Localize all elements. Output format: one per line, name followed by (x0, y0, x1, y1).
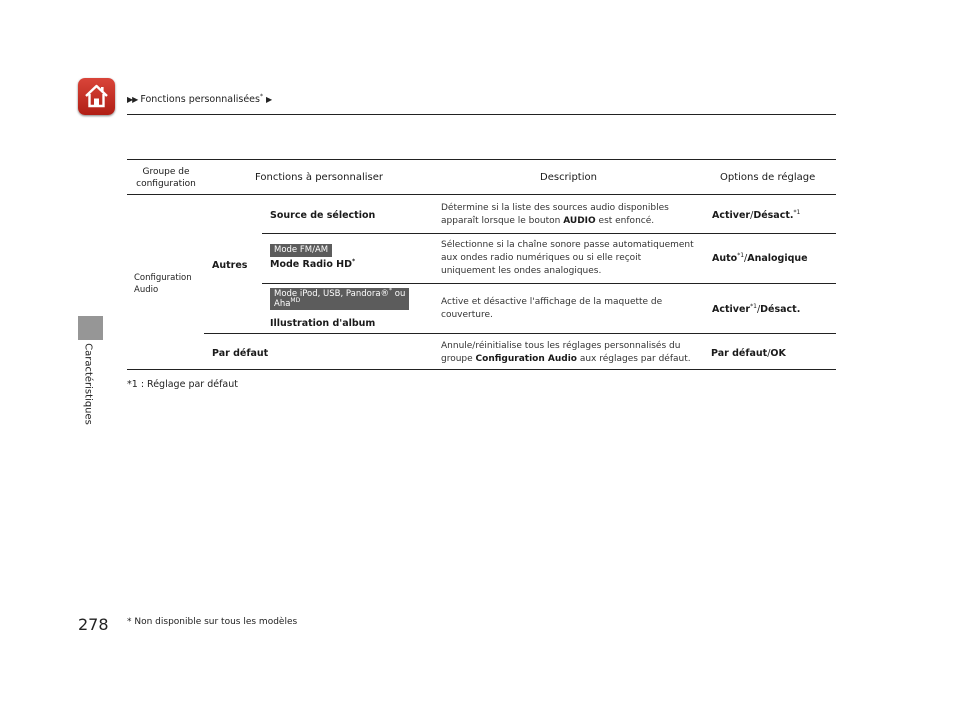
header-divider (127, 114, 836, 115)
breadcrumb-arrows-icon: ▶▶ (127, 95, 138, 104)
badge-trademark: MD (290, 297, 301, 305)
breadcrumb[interactable] (127, 94, 271, 105)
option-separator: / (756, 304, 761, 315)
breadcrumb-asterisk: * (259, 92, 263, 100)
description-line: uniquement les ondes analogiques. (441, 266, 602, 276)
option-separator: / (767, 348, 771, 359)
option-footnote-mark: *1 (737, 251, 745, 259)
badge-text: Aha (274, 299, 291, 309)
breadcrumb-label: Fonctions personnalisées (140, 94, 260, 105)
row-description-source (441, 202, 669, 228)
option-value: Désact. (753, 210, 794, 221)
description-keyword: AUDIO (563, 216, 596, 226)
option-separator: / (750, 210, 754, 221)
row-feature-default: Par défaut (212, 348, 269, 359)
row-divider (262, 283, 836, 284)
feature-label: Mode Radio HD (270, 259, 352, 270)
description-text: apparaît lorsque le bouton (441, 216, 564, 226)
description-keyword: Configuration Audio (475, 354, 577, 364)
row-options-source (712, 209, 800, 222)
sidebar-section-label: Caractéristiques (82, 343, 94, 425)
row-description-album-art (441, 296, 662, 322)
header-group (127, 166, 205, 190)
table-top-rule (127, 159, 836, 160)
option-value: Analogique (747, 253, 808, 264)
header-options: Options de réglage (720, 172, 816, 183)
group-label (134, 272, 192, 296)
sidebar-tab-marker (78, 316, 103, 340)
option-value: Par défaut (711, 348, 768, 359)
description-line (441, 353, 691, 366)
option-footnote-mark: *1 (793, 208, 801, 216)
badge-asterisk: * (389, 287, 393, 295)
description-line: aux ondes radio numériques ou si elle reçoit (441, 253, 642, 263)
option-value: Activer (712, 304, 751, 315)
description-line: Sélectionne si la chaîne sonore passe automatiquement (441, 240, 694, 250)
footer-availability-note: * Non disponible sur tous les modèles (127, 617, 298, 627)
description-text: aux réglages par défaut. (576, 354, 691, 364)
badge-mode-fm-am: Mode FM/AM (270, 244, 332, 257)
page-number: 278 (78, 615, 109, 634)
breadcrumb-end-arrow-icon: ▶ (266, 95, 272, 104)
description-line (441, 215, 669, 228)
description-line: Active et désactive l'affichage de la maquette de (441, 297, 663, 307)
table-bottom-rule (127, 369, 836, 370)
row-feature-album-art: Illustration d'album (270, 318, 376, 329)
row-options-radio-hd (712, 252, 808, 265)
row-feature-radio-hd (270, 258, 355, 271)
option-value: Désact. (760, 304, 801, 315)
group-label-line-1: Configuration (134, 273, 192, 283)
row-description-default (441, 340, 691, 366)
header-group-line-2: configuration (136, 179, 196, 189)
option-value: OK (770, 348, 786, 359)
description-line: Annule/réinitialise tous les réglages personnalisés du (441, 341, 681, 351)
house-glyph (83, 83, 110, 110)
option-value: Auto (712, 253, 738, 264)
header-group-line-1: Groupe de (142, 167, 190, 177)
subgroup-label: Autres (212, 260, 248, 271)
row-divider (204, 333, 836, 334)
option-separator: / (744, 253, 748, 264)
group-label-line-2: Audio (134, 285, 159, 295)
row-divider (262, 233, 836, 234)
badge-line (274, 299, 405, 309)
option-footnote-mark: *1 (750, 302, 757, 310)
feature-asterisk: * (351, 257, 356, 265)
option-value: Activer (712, 210, 751, 221)
row-feature-source: Source de sélection (270, 210, 376, 221)
row-description-radio-hd (441, 239, 694, 278)
description-line: Détermine si la liste des sources audio disponibles (441, 203, 669, 213)
description-text: groupe (441, 354, 476, 364)
badge-text: ou (392, 289, 406, 299)
row-options-default (711, 347, 786, 360)
description-line: couverture. (441, 310, 493, 320)
table-header-rule (127, 194, 836, 195)
header-description: Description (540, 172, 597, 183)
badge-mode-ipod-usb (270, 288, 409, 310)
row-options-album-art (712, 303, 800, 316)
description-text: est enfoncé. (595, 216, 655, 226)
header-feature: Fonctions à personnaliser (255, 172, 383, 183)
footnote-default-setting: *1 : Réglage par défaut (127, 379, 239, 390)
home-icon[interactable] (78, 78, 115, 115)
badge-text: Mode iPod, USB, Pandora® (274, 289, 390, 299)
